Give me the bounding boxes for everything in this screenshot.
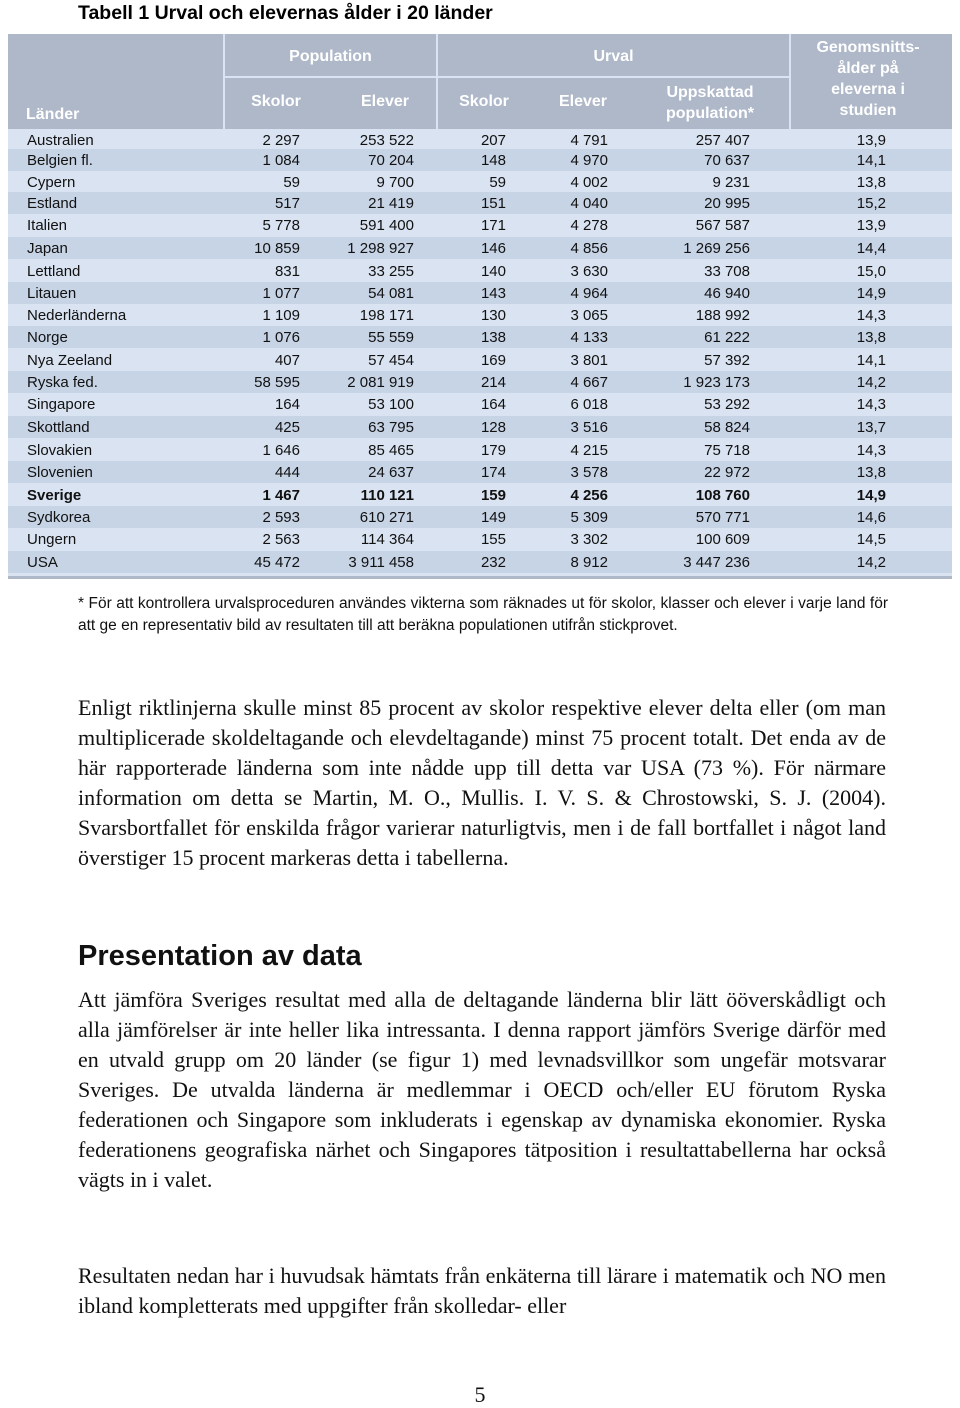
- header-pop-skolor: Skolor: [251, 93, 301, 110]
- cell-land: Cypern: [27, 174, 76, 191]
- table-row: [8, 551, 952, 573]
- cell-alder: 14,3: [856, 442, 886, 459]
- cell-pop-elever: 9 700: [376, 174, 414, 191]
- cell-urv-skolor: 155: [480, 531, 506, 548]
- table-row: [8, 416, 952, 438]
- cell-pop-skolor: 831: [274, 263, 300, 280]
- cell-urv-elever: 3 578: [570, 464, 608, 481]
- header-urv-elever: Elever: [558, 93, 608, 110]
- cell-urv-skolor: 130: [480, 307, 506, 324]
- cell-alder: 14,5: [856, 531, 886, 548]
- table-row: [8, 528, 952, 550]
- cell-uppskattad: 257 407: [695, 132, 750, 149]
- cell-alder: 14,3: [856, 307, 886, 324]
- cell-pop-elever: 3 911 458: [348, 554, 414, 571]
- cell-pop-skolor: 1 109: [262, 307, 300, 324]
- table-row: [8, 349, 952, 371]
- cell-alder: 14,3: [856, 396, 886, 413]
- cell-urv-skolor: 171: [480, 217, 506, 234]
- cell-alder: 14,2: [856, 374, 886, 391]
- cell-pop-skolor: 1 646: [262, 442, 300, 459]
- cell-pop-elever: 114 364: [360, 531, 414, 548]
- cell-urv-skolor: 149: [480, 509, 506, 526]
- cell-urv-elever: 4 791: [570, 132, 608, 149]
- cell-uppskattad: 100 609: [695, 531, 750, 548]
- cell-urv-elever: 3 630: [570, 263, 608, 280]
- cell-pop-elever: 54 081: [368, 285, 414, 302]
- cell-pop-skolor: 1 467: [262, 487, 300, 504]
- cell-land: Singapore: [27, 396, 96, 413]
- cell-land: Skottland: [27, 419, 90, 436]
- cell-alder: 13,9: [856, 217, 886, 234]
- table-row: [8, 149, 952, 171]
- cell-alder: 15,2: [856, 195, 886, 212]
- paragraph-1: Enligt riktlinjerna skulle minst 85 procent av skolor respektive elever delta eller (om man multiplicerade skoldeltagande och elevdeltagande) minst 75 procent totalt. Det enda av de här rapporterade länderna som inte nådde upp till detta var USA (73 %). För närmare information om detta se Martin, M. O., Mullis. I. V. S. & Chrostowski, S. J. (2004). Svarsbortfallet för enskilda frågor varierar naturligtvis, men i de fall bortfallet i något land överstiger 15 procent markeras detta i tabellerna.: [78, 695, 886, 870]
- section-heading: Presentation av data: [78, 940, 362, 972]
- cell-pop-skolor: 58 595: [254, 374, 300, 391]
- cell-pop-skolor: 59: [283, 174, 300, 191]
- table-header: [8, 34, 952, 129]
- cell-pop-elever: 63 795: [368, 419, 414, 436]
- cell-land: Ungern: [27, 531, 77, 548]
- cell-uppskattad: 3 447 236: [683, 554, 750, 571]
- cell-alder: 13,9: [856, 132, 886, 149]
- cell-urv-elever: 4 040: [570, 195, 608, 212]
- cell-uppskattad: 1 923 173: [683, 374, 750, 391]
- cell-pop-skolor: 425: [274, 419, 300, 436]
- cell-alder: 13,8: [856, 464, 886, 481]
- cell-urv-skolor: 138: [480, 329, 506, 346]
- cell-pop-elever: 57 454: [368, 352, 414, 369]
- cell-urv-skolor: 59: [489, 174, 506, 191]
- cell-uppskattad: 58 824: [704, 419, 750, 436]
- cell-urv-skolor: 148: [480, 152, 506, 169]
- table-row: [8, 260, 952, 282]
- cell-uppskattad: 570 771: [695, 509, 750, 526]
- table-row: [8, 506, 952, 528]
- header-population: Population: [289, 48, 372, 65]
- table-row: [8, 371, 952, 393]
- cell-urv-skolor: 232: [480, 554, 506, 571]
- cell-alder: 14,6: [856, 509, 886, 526]
- cell-uppskattad: 70 637: [704, 152, 750, 169]
- cell-urv-elever: 6 018: [570, 396, 608, 413]
- cell-uppskattad: 57 392: [704, 352, 750, 369]
- cell-urv-skolor: 159: [480, 487, 506, 504]
- cell-alder: 13,8: [856, 174, 886, 191]
- cell-urv-skolor: 179: [480, 442, 506, 459]
- cell-urv-skolor: 146: [480, 240, 506, 257]
- header-lander: Länder: [26, 106, 80, 123]
- cell-uppskattad: 188 992: [695, 307, 750, 324]
- cell-pop-elever: 110 121: [360, 487, 414, 504]
- cell-pop-skolor: 5 778: [262, 217, 300, 234]
- cell-uppskattad: 53 292: [704, 396, 750, 413]
- cell-pop-elever: 70 204: [368, 152, 414, 169]
- cell-land: Sverige: [27, 487, 82, 504]
- cell-pop-skolor: 2 297: [262, 132, 300, 149]
- cell-land: Lettland: [27, 263, 81, 280]
- table-row: [8, 461, 952, 483]
- header-genomsnitt: Genomsnitts-ålder på eleverna i studien: [816, 39, 920, 119]
- cell-uppskattad: 20 995: [704, 195, 750, 212]
- table-row: [8, 129, 952, 151]
- cell-urv-elever: 3 302: [570, 531, 608, 548]
- cell-pop-skolor: 444: [274, 464, 300, 481]
- cell-uppskattad: 61 222: [704, 329, 750, 346]
- table-row: [8, 484, 952, 506]
- cell-urv-elever: 3 801: [570, 352, 608, 369]
- cell-alder: 13,8: [856, 329, 886, 346]
- cell-pop-elever: 2 081 919: [347, 374, 414, 391]
- cell-pop-skolor: 517: [274, 195, 300, 212]
- cell-pop-elever: 198 171: [359, 307, 414, 324]
- cell-pop-elever: 55 559: [368, 329, 414, 346]
- table-row: [8, 282, 952, 304]
- cell-alder: 14,2: [856, 554, 886, 571]
- data-table: [8, 34, 952, 578]
- cell-urv-elever: 4 256: [570, 487, 608, 504]
- cell-urv-elever: 4 964: [570, 285, 608, 302]
- cell-urv-elever: 4 278: [570, 217, 608, 234]
- cell-pop-elever: 1 298 927: [347, 240, 414, 257]
- cell-urv-elever: 3 516: [570, 419, 608, 436]
- cell-pop-skolor: 1 077: [262, 285, 300, 302]
- page-number: 5: [474, 1382, 486, 1407]
- cell-pop-skolor: 164: [274, 396, 300, 413]
- paragraph-2: Att jämföra Sveriges resultat med alla de deltagande länderna blir lätt ööverskådligt och alla jämförelser är inte heller lika intressanta. I denna rapport jämförs Sverige därför med en utvald grupp om 20 länder (se figur 1) med levnadsvillkor som ungefär motsvarar Sveriges. De utvalda länderna är medlemmar i OECD och/eller EU förutom Ryska federationen och Singapore som inkluderats i egenskap av dynamiska ekonomier. Ryska federationens geografiska närhet och Singapores tätposition i resultattabellerna har också vägts in i valet.: [78, 987, 886, 1192]
- cell-uppskattad: 1 269 256: [683, 240, 750, 257]
- cell-alder: 15,0: [856, 263, 886, 280]
- table-row: [8, 237, 952, 259]
- header-urv-skolor: Skolor: [459, 93, 509, 110]
- table-row: [8, 192, 952, 214]
- cell-uppskattad: 108 760: [695, 487, 750, 504]
- cell-land: Nederländerna: [27, 307, 127, 324]
- cell-urv-skolor: 207: [480, 132, 506, 149]
- cell-land: USA: [27, 554, 58, 571]
- table-row: [8, 214, 952, 236]
- cell-land: Slovenien: [27, 464, 93, 481]
- cell-pop-elever: 85 465: [368, 442, 414, 459]
- header-uppskattad: Uppskattad population*: [666, 84, 754, 122]
- cell-urv-skolor: 174: [480, 464, 506, 481]
- cell-alder: 14,9: [856, 487, 886, 504]
- cell-alder: 14,9: [856, 285, 886, 302]
- cell-pop-elever: 53 100: [368, 396, 414, 413]
- cell-pop-skolor: 407: [274, 352, 300, 369]
- cell-urv-elever: 4 667: [570, 374, 608, 391]
- cell-pop-skolor: 1 076: [262, 329, 300, 346]
- cell-uppskattad: 9 231: [712, 174, 750, 191]
- cell-pop-elever: 33 255: [368, 263, 414, 280]
- cell-pop-skolor: 2 563: [262, 531, 300, 548]
- cell-urv-elever: 4 970: [570, 152, 608, 169]
- paragraph-3: Resultaten nedan har i huvudsak hämtats från enkäterna till lärare i matematik och NO men ibland kompletterats med uppgifter från skolledar- eller: [78, 1263, 886, 1318]
- cell-land: Belgien fl.: [27, 152, 93, 169]
- cell-urv-elever: 4 133: [570, 329, 608, 346]
- cell-alder: 14,1: [856, 152, 886, 169]
- cell-land: Sydkorea: [27, 509, 91, 526]
- table-bottom-rule: [8, 576, 952, 579]
- cell-urv-skolor: 143: [480, 285, 506, 302]
- cell-land: Nya Zeeland: [27, 352, 113, 369]
- cell-pop-elever: 591 400: [359, 217, 414, 234]
- table-row: [8, 171, 952, 193]
- table-footnote: * För att kontrollera urvalsproceduren användes vikterna som räknades ut för skolor, klasser och elever i varje land för att ge en representativ bild av resultaten till att beräkna populationen utifrån stickprovet.: [78, 595, 888, 634]
- cell-land: Australien: [27, 132, 94, 149]
- table-row: [8, 393, 952, 415]
- cell-urv-skolor: 164: [480, 396, 506, 413]
- cell-land: Estland: [27, 195, 78, 212]
- cell-alder: 14,4: [856, 240, 886, 257]
- cell-alder: 13,7: [856, 419, 886, 436]
- cell-land: Litauen: [27, 285, 77, 302]
- cell-uppskattad: 567 587: [695, 217, 750, 234]
- cell-pop-elever: 610 271: [359, 509, 414, 526]
- cell-pop-skolor: 2 593: [262, 509, 300, 526]
- cell-uppskattad: 75 718: [704, 442, 750, 459]
- table-row: [8, 439, 952, 461]
- cell-urv-elever: 4 215: [570, 442, 608, 459]
- cell-urv-skolor: 128: [480, 419, 506, 436]
- cell-pop-skolor: 10 859: [254, 240, 300, 257]
- cell-uppskattad: 46 940: [704, 285, 750, 302]
- cell-land: Slovakien: [27, 442, 93, 459]
- header-pop-elever: Elever: [360, 93, 410, 110]
- cell-urv-skolor: 151: [480, 195, 506, 212]
- cell-urv-skolor: 140: [480, 263, 506, 280]
- cell-land: Norge: [27, 329, 68, 346]
- cell-alder: 14,1: [856, 352, 886, 369]
- cell-land: Ryska fed.: [27, 374, 98, 391]
- table-row: [8, 326, 952, 348]
- cell-pop-elever: 21 419: [368, 195, 414, 212]
- table-caption: Tabell 1 Urval och elevernas ålder i 20 länder: [78, 2, 493, 24]
- cell-urv-elever: 4 002: [570, 174, 608, 191]
- cell-uppskattad: 33 708: [704, 263, 750, 280]
- cell-land: Japan: [27, 240, 68, 257]
- cell-urv-elever: 4 856: [570, 240, 608, 257]
- cell-urv-elever: 5 309: [570, 509, 608, 526]
- cell-pop-skolor: 1 084: [262, 152, 300, 169]
- table-row: [8, 304, 952, 326]
- cell-urv-elever: 8 912: [570, 554, 608, 571]
- cell-uppskattad: 22 972: [704, 464, 750, 481]
- cell-urv-skolor: 214: [480, 374, 506, 391]
- cell-pop-elever: 24 637: [368, 464, 414, 481]
- header-urval: Urval: [593, 48, 634, 65]
- cell-urv-elever: 3 065: [570, 307, 608, 324]
- cell-land: Italien: [27, 217, 68, 234]
- cell-pop-skolor: 45 472: [254, 554, 300, 571]
- cell-pop-elever: 253 522: [359, 132, 414, 149]
- cell-urv-skolor: 169: [480, 352, 506, 369]
